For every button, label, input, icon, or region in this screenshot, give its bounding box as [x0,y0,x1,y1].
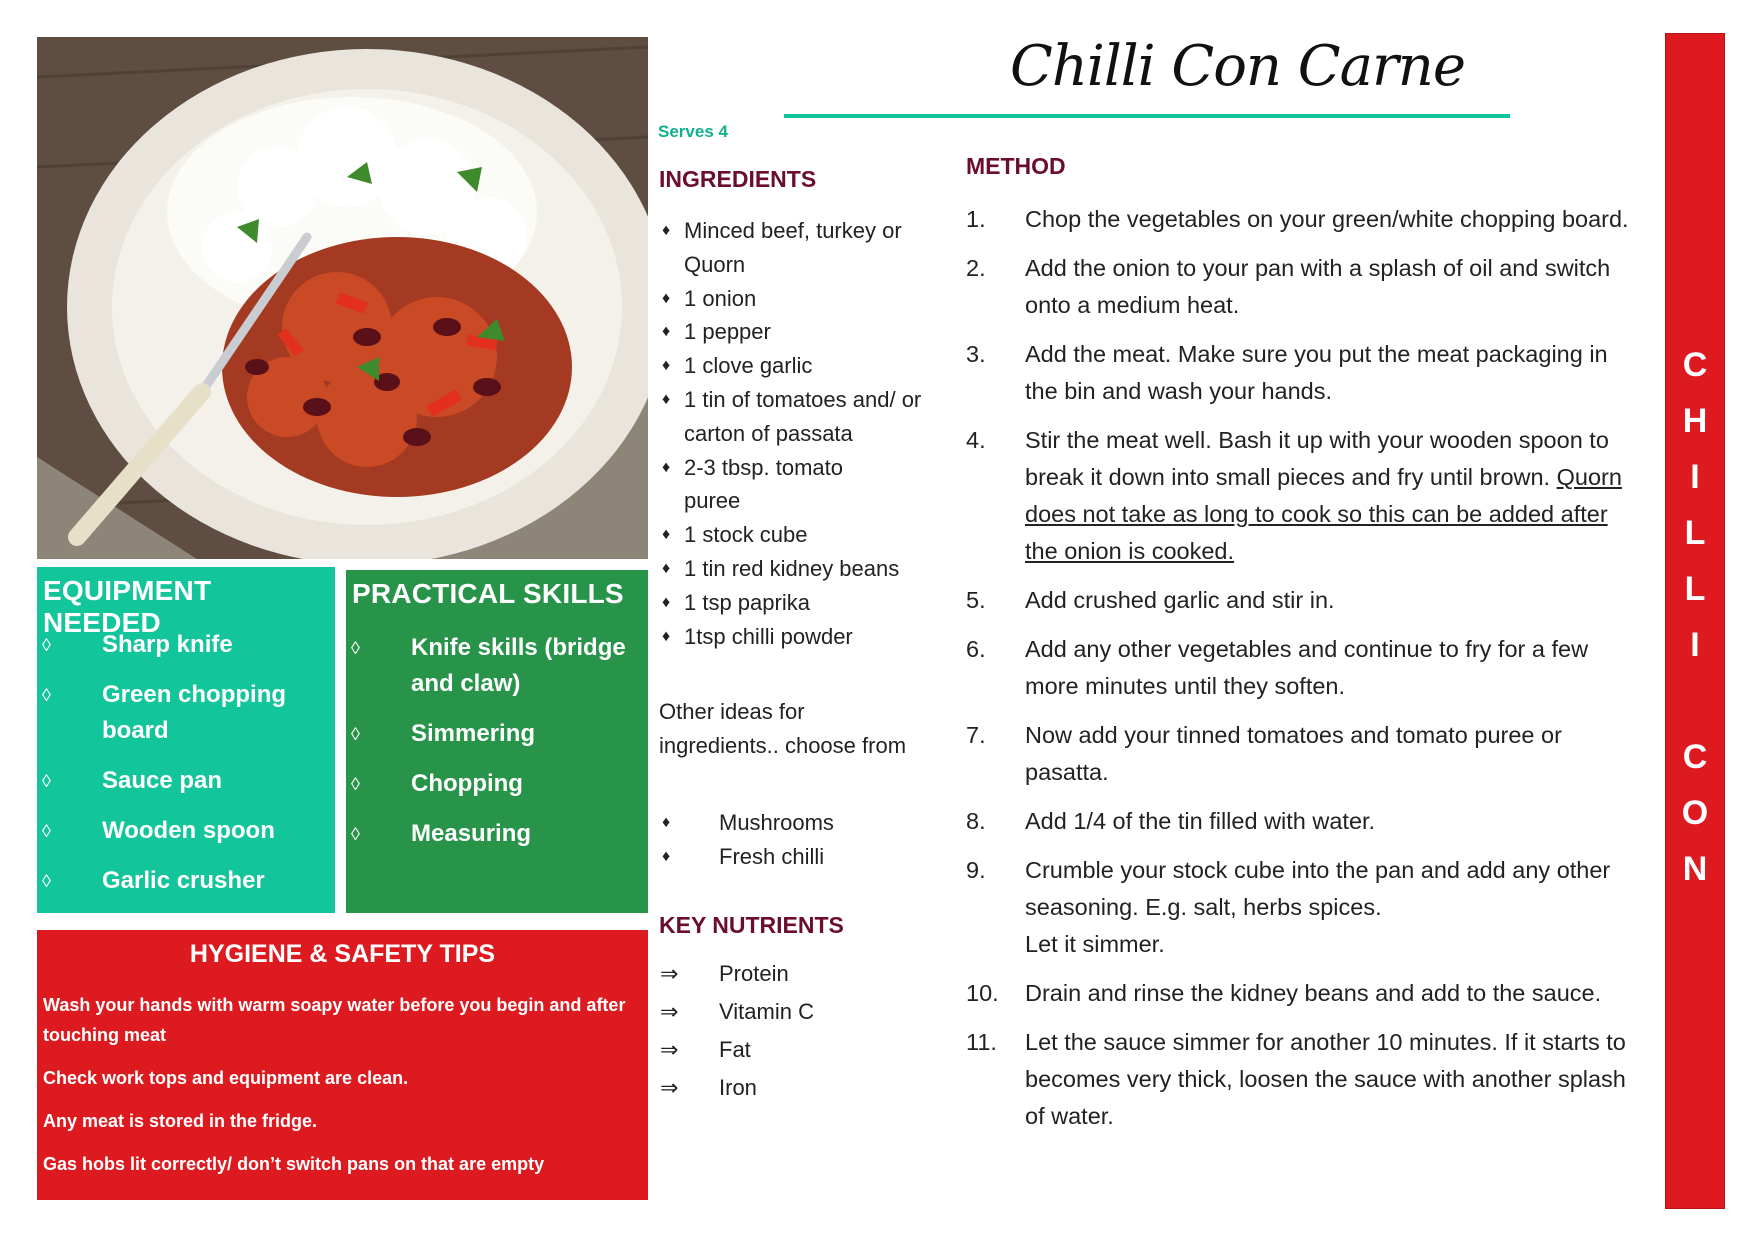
ingredient-item [660,315,940,349]
method-step [966,250,1636,324]
ingredient-label: 1 tin of tomatoes and/ or carton of passata [684,386,922,446]
ingredients-list [660,214,940,653]
practical-skills-panel [346,570,648,913]
ingredient-item [660,586,940,620]
diamond-icon: ◊ [351,774,360,794]
step-text: Chop the vegetables on your green/white chopping board. [1025,206,1629,232]
ingredients-heading: INGREDIENTS [659,166,817,192]
diamond-icon: ◊ [351,824,360,844]
step-number: 10. [966,980,999,1006]
side-banner-title: CHILLI CON CARNE [1618,346,1714,906]
bullet-icon: ♦ [662,526,671,544]
ingredient-item [660,383,940,451]
bullet-icon: ♦ [662,848,671,865]
nutrient-label: Vitamin C [719,999,814,1024]
page-title: Chilli Con Carne [1010,34,1465,99]
practical-skill-item [346,630,648,702]
equipment-list [37,627,335,913]
nutrient-label: Protein [719,961,789,986]
equipment-item-label: Sauce pan [102,767,223,794]
nutrient-item [660,1031,920,1069]
ingredient-label: 1tsp chilli powder [684,623,853,649]
bullet-icon: ♦ [662,814,671,831]
key-nutrients-list [660,955,920,1107]
step-text: Now add your tinned tomatoes and tomato puree or pasatta. [1025,722,1562,785]
arrow-right-icon: ⇒ [660,1075,679,1100]
equipment-heading: EQUIPMENT NEEDED [43,575,212,638]
bullet-icon: ♦ [662,357,671,375]
method-step [966,975,1636,1012]
ingredient-item [660,518,940,552]
step-number: 7. [966,722,986,748]
step-text: Crumble your stock cube into the pan and add any other seasoning. E.g. salt, herbs spices. [1025,857,1611,920]
practical-skill-label: Simmering [411,720,536,747]
ingredient-label: 1 clove garlic [684,353,813,379]
ingredient-label: 1 tsp paprika [684,589,810,615]
idea-label: Fresh chilli [719,844,825,869]
bullet-icon: ♦ [662,627,671,645]
bullet-icon: ♦ [662,289,671,307]
recipe-photo [37,37,648,559]
arrow-right-icon: ⇒ [660,1037,679,1062]
nutrient-label: Fat [719,1037,751,1062]
equipment-item [37,677,335,749]
nutrient-item [660,1069,920,1107]
step-number: 6. [966,636,986,662]
hygiene-tip: Gas hobs lit correctly/ don’t switch pans on that are empty [43,1154,545,1174]
diamond-icon: ◊ [42,771,51,791]
diamond-icon: ◊ [42,821,51,841]
step-number: 11. [966,1029,997,1055]
equipment-item-label: Garlic crusher [102,867,265,894]
step-number: 1. [966,206,986,232]
ingredient-label: 1 stock cube [684,522,808,548]
other-ideas-list [660,806,920,874]
step-text: Drain and rinse the kidney beans and add to the sauce. [1025,980,1602,1006]
hygiene-tips [43,990,633,1192]
step-text: Stir the meat well. Bash it up with your wooden spoon to break it down into small pieces and fry until brown. [1025,427,1609,490]
ingredient-label: 1 onion [684,285,757,311]
step-number: 2. [966,255,986,281]
diamond-icon: ◊ [351,638,360,658]
nutrient-item [660,993,920,1031]
practical-skill-item [346,716,648,752]
bullet-icon: ♦ [662,390,671,408]
practical-skill-item [346,766,648,802]
hygiene-tip: Wash your hands with warm soapy water before you begin and after touching meat [43,995,626,1045]
practical-skill-label: Measuring [411,820,532,847]
equipment-item-label: Sharp knife [102,631,233,658]
ingredient-item [660,552,940,586]
step-number: 5. [966,587,986,613]
step-number: 3. [966,341,986,367]
bullet-icon: ♦ [662,458,671,476]
ingredient-label: 1 pepper [684,319,771,345]
diamond-icon: ◊ [351,724,360,744]
diamond-icon: ◊ [42,685,51,705]
bullet-icon: ♦ [662,559,671,577]
equipment-item-label: Wooden spoon [102,817,275,844]
method-step [966,852,1636,963]
key-nutrients-heading: KEY NUTRIENTS [659,912,844,938]
idea-item [660,840,920,874]
arrow-right-icon: ⇒ [660,999,679,1024]
hygiene-tip: Any meat is stored in the fridge. [43,1111,318,1131]
equipment-item [37,863,335,899]
method-step [966,631,1636,705]
chilli-bowl-illustration [37,37,648,559]
step-extra: Let it simmer. [1025,931,1165,957]
ingredient-item [660,620,940,654]
method-step [966,717,1636,791]
practical-skills-heading: PRACTICAL SKILLS [352,578,624,609]
ingredient-label: 2-3 tbsp. tomato puree [684,454,843,514]
equipment-item-label: Green chopping board [102,681,287,744]
equipment-panel [37,567,335,913]
method-step [966,803,1636,840]
step-number: 4. [966,427,986,453]
ingredient-item [660,349,940,383]
title-underline [784,114,1510,118]
method-step [966,201,1636,238]
equipment-item [37,813,335,849]
hygiene-tip: Check work tops and equipment are clean. [43,1068,409,1088]
step-text: Add 1/4 of the tin filled with water. [1025,808,1376,834]
practical-skill-label: Chopping [411,770,523,797]
ingredient-item [660,282,940,316]
step-text: Add crushed garlic and stir in. [1025,587,1335,613]
practical-skill-label: Knife skills (bridge and claw) [411,634,626,697]
ingredient-item [660,451,940,519]
method-step [966,582,1636,619]
step-text: Let the sauce simmer for another 10 minutes. If it starts to becomes very thick, loosen the sauce with another splash of water. [1025,1029,1626,1129]
serves-label: Serves 4 [658,122,728,141]
equipment-item [37,627,335,663]
bullet-icon: ♦ [662,323,671,341]
step-text: Add the onion to your pan with a splash of oil and switch onto a medium heat. [1025,255,1611,318]
hygiene-heading: HYGIENE & SAFETY TIPS [189,940,496,968]
ingredient-label: 1 tin red kidney beans [684,555,900,581]
method-steps [966,201,1636,1147]
idea-label: Mushrooms [719,810,834,835]
diamond-icon: ◊ [42,871,51,891]
nutrient-label: Iron [719,1075,757,1100]
practical-skill-item [346,816,648,852]
practical-skills-list [346,630,648,866]
ingredient-item [660,214,940,282]
method-step [966,1024,1636,1135]
step-number: 9. [966,857,986,883]
method-heading: METHOD [966,153,1066,179]
bullet-icon: ♦ [662,222,671,239]
method-step [966,336,1636,410]
side-banner [1618,33,1725,1209]
arrow-right-icon: ⇒ [660,961,679,986]
equipment-item [37,763,335,799]
hygiene-panel [37,930,648,1200]
other-ideas-text: Other ideas for ingredients.. choose from [659,699,907,758]
step-note-underlined: Quorn does not take as long to cook so this can be added after the onion is cooked. [1025,464,1622,564]
step-number: 8. [966,808,986,834]
diamond-icon: ◊ [42,635,51,655]
bullet-icon: ♦ [662,593,671,611]
step-text: Add the meat. Make sure you put the meat packaging in the bin and wash your hands. [1025,341,1608,404]
ingredient-label: Minced beef, turkey or Quorn [684,218,902,277]
nutrient-item [660,955,920,993]
step-text: Add any other vegetables and continue to fry for a few more minutes until they soften. [1025,636,1589,699]
idea-item [660,806,920,840]
method-step [966,422,1636,570]
